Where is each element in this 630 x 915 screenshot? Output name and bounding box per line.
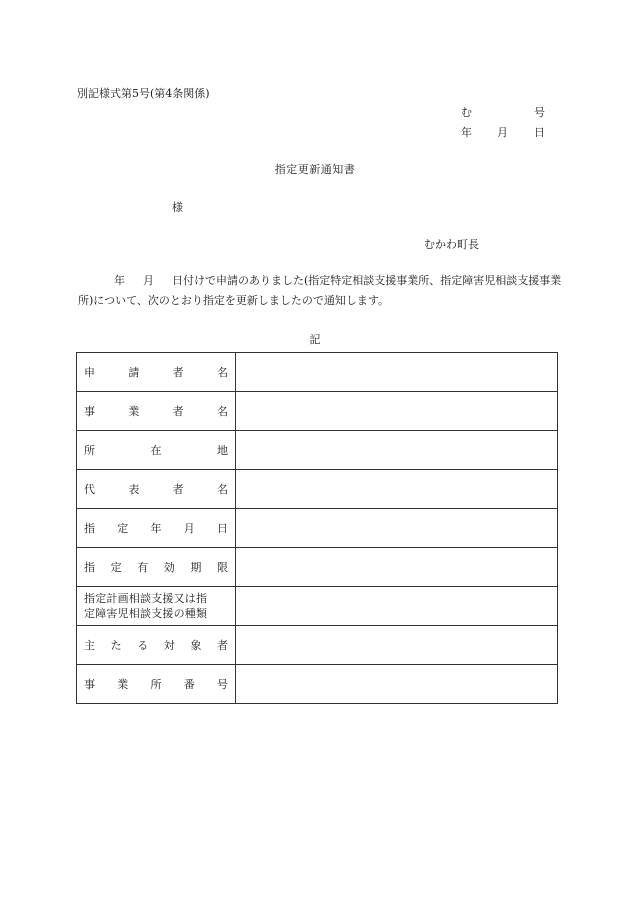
row-label [77,587,236,626]
label-char: 所 [150,678,162,691]
row-value-field[interactable] [236,353,558,392]
label-char: る [137,639,149,652]
label-char: 日 [217,522,228,535]
label-char: 対 [163,639,175,652]
row-value-field[interactable] [236,587,558,626]
row-label-line: 定障害児相談支援の種類 [84,607,208,620]
table-row [77,665,558,704]
row-value-field[interactable] [236,470,558,509]
document-number-suffix: 号 [534,106,545,119]
label-char: 名 [216,405,228,418]
table-row [77,470,558,509]
label-char: 者 [172,405,184,418]
label-char: 号 [217,678,228,691]
label-char: 所 [84,444,95,457]
label-char: 名 [216,483,228,496]
date-year-label: 年 [461,126,472,139]
label-char: 主 [84,639,95,652]
label-char: た [110,639,122,652]
label-char: 有 [137,561,149,574]
date-month-label: 月 [497,126,508,139]
label-char: 指 [84,522,95,535]
row-label [77,509,236,548]
table-row [77,626,558,665]
table-row [77,353,558,392]
row-label [77,431,236,470]
row-value-field[interactable] [236,548,558,587]
table-row [77,392,558,431]
label-char: 者 [172,366,184,379]
label-char: 申 [84,366,95,379]
label-char: 在 [150,444,162,457]
label-char: 定 [117,522,129,535]
addressee-honorific: 様 [172,201,183,214]
row-label-text [84,481,228,497]
row-value-field[interactable] [236,626,558,665]
ki-marker: 記 [309,333,321,346]
label-char: 定 [110,561,122,574]
issuer-name: むかわ町長 [424,238,479,251]
label-char: 年 [150,522,162,535]
date-day-label: 日 [534,126,545,139]
body-text: 日付けで申請のありました(指定特定相談支援事業所、指定障害児相談支援事業所)について、次のとおり指定を更新しましたので通知します。 [78,274,562,307]
row-label-text [84,442,228,458]
label-char: 地 [217,444,228,457]
table-row [77,509,558,548]
label-char: 業 [117,678,129,691]
body-paragraph [78,271,562,311]
label-char: 番 [183,678,195,691]
label-char: 請 [128,366,140,379]
row-value-field[interactable] [236,392,558,431]
row-label-text [84,403,228,419]
label-char: 業 [128,405,140,418]
row-label-text [84,637,228,653]
body-year: 年 [114,274,125,287]
row-label [77,626,236,665]
table-row [77,548,558,587]
row-label-text [84,559,228,575]
row-label [77,665,236,704]
row-label-text [84,520,228,536]
body-month: 月 [143,274,154,287]
label-char: 限 [216,561,228,574]
row-label-line: 指定計画相談支援又は指 [84,592,208,605]
row-value-field[interactable] [236,509,558,548]
label-char: 月 [183,522,195,535]
label-char: 指 [84,561,95,574]
row-label [77,548,236,587]
label-char: 者 [172,483,184,496]
document-title: 指定更新通知書 [274,163,356,176]
form-number-label: 別記様式第5号(第4条関係) [77,87,210,100]
row-label [77,470,236,509]
label-char: 名 [216,366,228,379]
label-char: 者 [216,639,228,652]
details-table [76,352,558,704]
label-char: 代 [84,483,95,496]
row-value-field[interactable] [236,665,558,704]
row-label-text [84,364,228,380]
label-char: 事 [84,678,95,691]
row-label [77,353,236,392]
label-char: 象 [190,639,202,652]
label-char: 期 [190,561,202,574]
label-char: 効 [163,561,175,574]
label-char: 表 [128,483,140,496]
document-number-prefix: む [461,106,472,119]
table-row [77,587,558,626]
label-char: 事 [84,405,95,418]
row-label-text [84,676,228,692]
table-row [77,431,558,470]
row-value-field[interactable] [236,431,558,470]
row-label [77,392,236,431]
